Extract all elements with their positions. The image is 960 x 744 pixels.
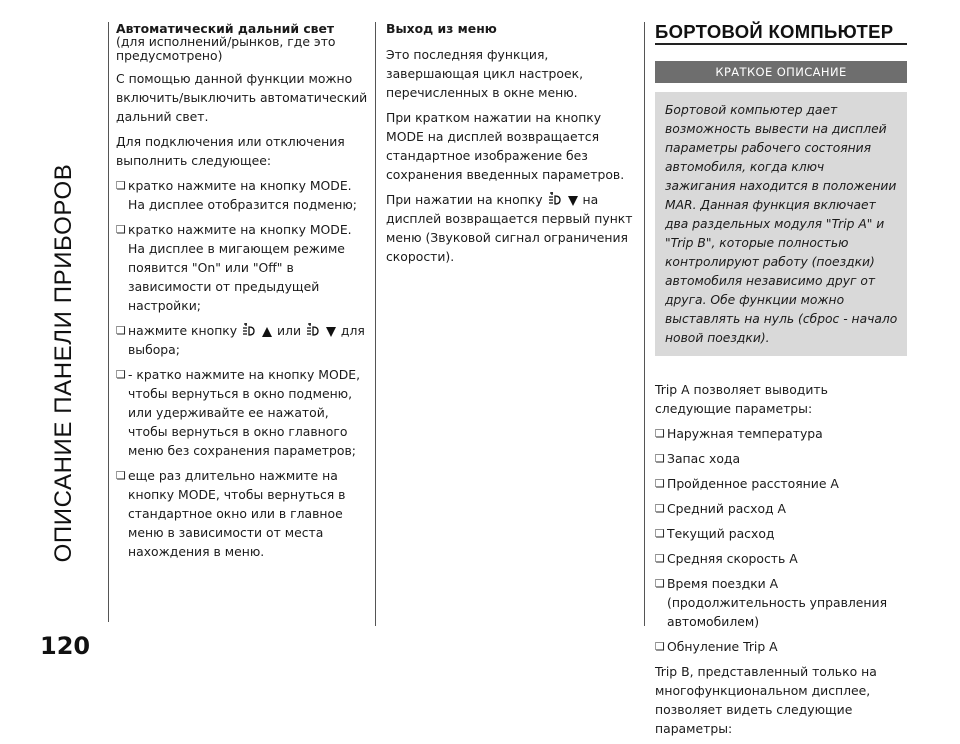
paragraph-text: При нажатии на кнопку	[386, 192, 543, 207]
list-item-text: для выбора;	[128, 323, 365, 357]
list-item: ❏ кратко нажмите на кнопку MODE. На дисплее отобразится подменю;	[116, 176, 370, 214]
light-switch-icon	[305, 322, 321, 338]
list-item: ❏ Наружная температура	[655, 424, 907, 443]
paragraph: С помощью данной функции можно включить/выключить автоматический дальний свет.	[116, 71, 368, 124]
list-item: ❏ Пройденное расстояние A	[655, 474, 907, 493]
paragraph	[386, 190, 638, 266]
triangle-down-icon	[325, 326, 337, 338]
section-side-title: ОПИСАНИЕ ПАНЕЛИ ПРИБОРОВ	[50, 163, 77, 563]
list-item: ❏ Средняя скорость A	[655, 549, 907, 568]
summary-band: КРАТКОЕ ОПИСАНИЕ	[655, 61, 907, 83]
heading-exit-menu: Выход из меню	[386, 21, 497, 36]
light-switch-icon	[241, 322, 257, 338]
list-item: ❏ - кратко нажмите на кнопку MODE, чтобы вернуться в окно подменю, или удерживайте ее нажатой, чтобы вернуться в окно главного меню без сохранения параметров;	[116, 365, 370, 460]
list-item: ❏ еще раз длительно нажмите на кнопку MODE, чтобы вернуться в стандартное окно или в главное меню в зависимости от места нахождения в меню.	[116, 466, 370, 561]
column-trip-computer	[655, 22, 907, 744]
paragraph: Это последняя функция, завершающая цикл настроек, перечисленных в окне меню.	[386, 47, 584, 100]
section-title: БОРТОВОЙ КОМПЬЮТЕР	[655, 22, 907, 45]
subheading-markets: (для исполнений/рынков, где это предусмотрено)	[116, 34, 336, 63]
list-item: ❏ Время поездки A (продолжительность управления автомобилем)	[655, 574, 907, 631]
list-item: ❏ Средний расход A	[655, 499, 907, 518]
column-divider	[375, 22, 376, 626]
triangle-down-icon	[567, 195, 579, 207]
list-item-text: нажмите кнопку	[128, 323, 238, 338]
page-number: 120	[40, 632, 91, 660]
column-auto-high-beam	[116, 22, 370, 567]
paragraph: Trip A позволяет выводить следующие параметры:	[655, 382, 828, 416]
light-switch-icon	[547, 191, 563, 207]
list-item: ❏ Обнуление Trip A	[655, 637, 907, 656]
list-item-text: или	[276, 323, 302, 338]
list-item: ❏ Текущий расход	[655, 524, 907, 543]
trip-a-parameter-list	[655, 424, 907, 656]
paragraph: Для подключения или отключения выполнить следующее:	[116, 134, 345, 168]
column-exit-menu	[386, 22, 638, 272]
paragraph: Trip B, представленный только на многофункциональном дисплее, позволяет видеть следующие параметры:	[655, 664, 877, 736]
list-item	[116, 321, 370, 359]
list-item: ❏ кратко нажмите на кнопку MODE. На дисплее в мигающем режиме появится "On" или "Off" в зависимости от предыдущей настройки;	[116, 220, 370, 315]
triangle-up-icon	[261, 326, 273, 338]
paragraph-text: на дисплей возвращается первый пункт меню (Звуковой сигнал ограничения скорости).	[386, 192, 633, 264]
paragraph: При кратком нажатии на кнопку MODE на дисплей возвращается стандартное изображение без сохранения введенных параметров.	[386, 110, 625, 182]
instruction-list	[116, 176, 370, 561]
heading-auto-high-beam: Автоматический дальний свет	[116, 21, 335, 36]
summary-box: Бортовой компьютер дает возможность вывести на дисплей параметры рабочего состояния автомобиля, когда ключ зажигания находится в положении MAR. Данная функция включает два раздельных модуля "Trip A" и "Trip B", которые полностью контролируют работу (поездки) автомобиля независимо друг от друга. Обе функции можно выставлять на нуль (сброс - начало новой поездки).	[655, 92, 907, 356]
column-divider	[644, 22, 645, 626]
list-item: ❏ Запас хода	[655, 449, 907, 468]
column-divider	[108, 22, 109, 622]
